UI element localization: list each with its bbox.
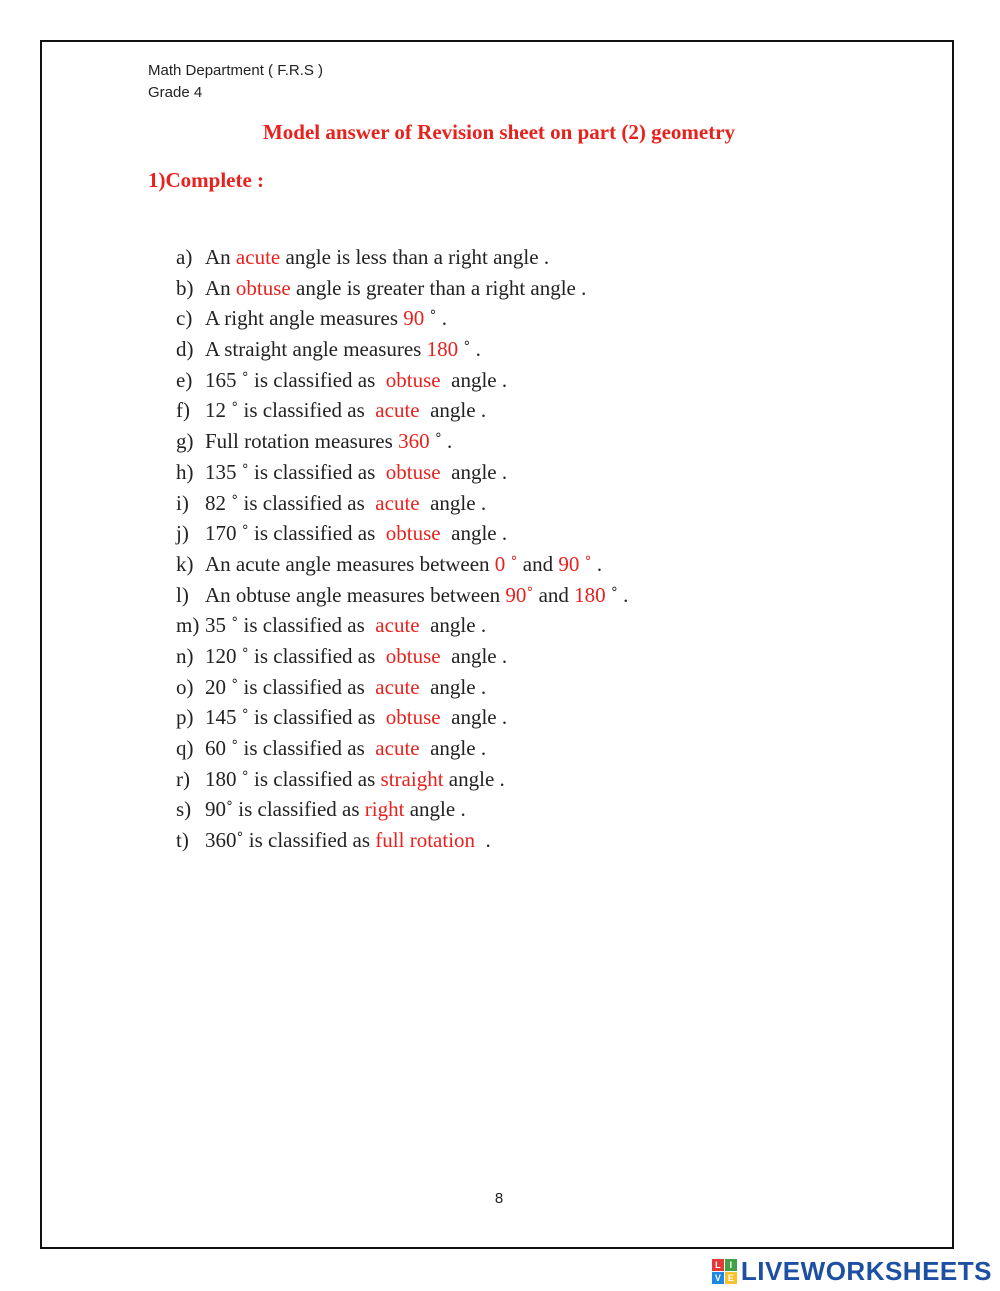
item-text: 90˚ is classified as: [205, 797, 365, 822]
item-label: n): [176, 643, 194, 668]
item-label: d): [176, 337, 194, 362]
item-label: t): [176, 828, 189, 853]
item-text: .: [475, 828, 491, 853]
department-label: Math Department ( F.R.S ): [148, 62, 324, 79]
item-text: 165 ˚ is classified as: [205, 367, 386, 392]
answer-text: acute: [375, 613, 420, 638]
item-text: ˚ .: [605, 582, 629, 607]
grade-label: Grade 4: [148, 84, 203, 101]
list-item: [176, 549, 628, 580]
item-text: angle .: [440, 459, 508, 484]
item-label: c): [176, 306, 193, 331]
item-text: angle .: [440, 705, 508, 730]
list-item: [176, 334, 628, 365]
logo-tile: I: [725, 1259, 737, 1271]
brand-name: LIVEWORKSHEETS: [740, 1255, 992, 1286]
item-text: Full rotation measures: [205, 429, 399, 454]
logo-tile: L: [712, 1259, 724, 1271]
item-text: angle .: [419, 674, 487, 699]
item-label: h): [176, 459, 194, 484]
item-label: p): [176, 705, 194, 730]
page-number: 8: [494, 1190, 504, 1207]
answer-text: acute: [375, 398, 420, 423]
answer-text: obtuse: [235, 275, 291, 300]
item-label: r): [176, 766, 190, 791]
item-label: f): [176, 398, 190, 423]
section-heading: 1)Complete :: [148, 168, 265, 192]
item-text: 135 ˚ is classified as: [205, 459, 386, 484]
list-item: [176, 395, 628, 426]
list-item: [176, 610, 628, 641]
item-label: m): [176, 613, 200, 638]
item-text: An obtuse angle measures between: [205, 582, 506, 607]
item-text: A right angle measures: [205, 306, 404, 331]
list-item: [176, 426, 628, 457]
answer-text: 90˚: [505, 582, 534, 607]
item-label: j): [176, 521, 189, 546]
page-title: Model answer of Revision sheet on part (2) geometry: [262, 120, 736, 144]
liveworksheets-logo-icon: [712, 1259, 737, 1284]
item-label: b): [176, 275, 194, 300]
item-text: 145 ˚ is classified as: [205, 705, 386, 730]
list-item: [176, 488, 628, 519]
item-text: 35 ˚ is classified as: [205, 613, 376, 638]
answer-text: 90 ˚: [558, 551, 592, 576]
item-text: angle is greater than a right angle .: [290, 275, 587, 300]
item-text: angle .: [440, 367, 508, 392]
answer-text: 180: [426, 337, 459, 362]
answer-text: 180: [574, 582, 606, 607]
list-item: [176, 794, 628, 825]
list-item: [176, 733, 628, 764]
list-item: [176, 303, 628, 334]
answer-list: [176, 242, 628, 856]
list-item: [176, 672, 628, 703]
list-item: [176, 273, 628, 304]
item-text: 12 ˚ is classified as: [205, 398, 376, 423]
item-text: A straight angle measures: [205, 337, 427, 362]
logo-tile: E: [725, 1272, 737, 1284]
item-text: angle .: [419, 613, 487, 638]
item-text: 170 ˚ is classified as: [205, 521, 386, 546]
answer-text: right: [364, 797, 405, 822]
item-text: 20 ˚ is classified as: [205, 674, 376, 699]
item-text: .: [591, 551, 603, 576]
answer-text: 90: [403, 306, 425, 331]
item-text: angle is less than a right angle .: [280, 245, 550, 269]
item-text: angle .: [419, 736, 487, 760]
item-label: a): [176, 245, 193, 269]
answer-text: acute: [235, 245, 281, 269]
item-text: ˚ .: [429, 429, 453, 454]
logo-tile: V: [712, 1272, 724, 1284]
answer-text: obtuse: [385, 521, 441, 546]
item-label: i): [176, 490, 189, 515]
item-text: and: [533, 582, 575, 607]
item-label: s): [176, 797, 192, 822]
item-label: e): [176, 367, 193, 392]
item-text: angle .: [443, 766, 505, 791]
list-item: [176, 518, 628, 549]
item-label: q): [176, 736, 194, 760]
item-text: ˚ .: [424, 306, 448, 331]
answer-text: obtuse: [385, 367, 441, 392]
item-text: ˚ .: [458, 337, 481, 362]
answer-text: obtuse: [385, 705, 441, 730]
list-item: [176, 702, 628, 733]
answer-text: 360: [398, 429, 430, 454]
item-label: l): [176, 582, 189, 607]
answer-text: acute: [375, 490, 420, 515]
item-text: An acute angle measures between: [205, 551, 495, 576]
item-text: 360˚ is classified as: [205, 828, 376, 853]
item-text: angle .: [419, 490, 487, 515]
list-item: [176, 764, 628, 795]
item-text: and: [517, 551, 559, 576]
answer-text: acute: [375, 736, 420, 760]
list-item: [176, 457, 628, 488]
list-item: [176, 641, 628, 672]
item-text: 180 ˚ is classified as: [205, 766, 381, 791]
answer-text: full rotation: [375, 828, 476, 853]
item-text: An: [205, 245, 236, 269]
list-item: [176, 825, 628, 856]
item-text: 82 ˚ is classified as: [205, 490, 376, 515]
item-text: angle .: [440, 521, 508, 546]
answer-text: straight: [380, 766, 444, 791]
answer-text: acute: [375, 674, 420, 699]
item-text: angle .: [419, 398, 487, 423]
header: [148, 60, 323, 104]
item-label: g): [176, 429, 194, 454]
item-label: k): [176, 551, 194, 576]
item-text: angle .: [440, 643, 508, 668]
item-label: o): [176, 674, 194, 699]
item-text: angle .: [404, 797, 466, 822]
item-text: An: [205, 275, 236, 300]
list-item: [176, 580, 628, 611]
item-text: 60 ˚ is classified as: [205, 736, 376, 760]
list-item: [176, 242, 628, 273]
answer-text: 0 ˚: [494, 551, 518, 576]
list-item: [176, 365, 628, 396]
item-text: 120 ˚ is classified as: [205, 643, 386, 668]
worksheet-page: [40, 40, 954, 1249]
liveworksheets-brand[interactable]: [712, 1254, 992, 1288]
answer-text: obtuse: [385, 459, 441, 484]
answer-text: obtuse: [385, 643, 441, 668]
